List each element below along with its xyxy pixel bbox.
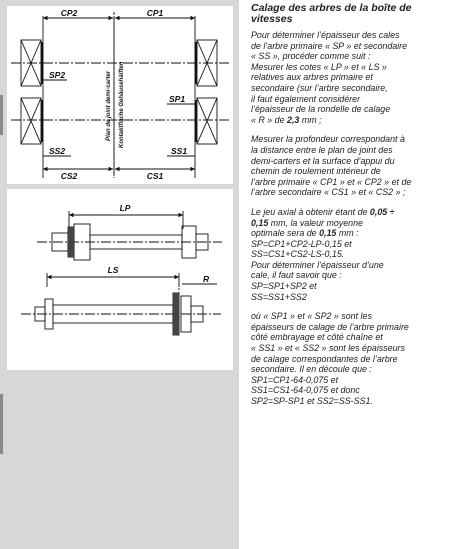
paragraph-3: [251, 207, 446, 302]
text-line: « SS », procéder comme suit :: [251, 51, 371, 62]
label-cp1: CP1: [146, 8, 164, 18]
gasket-plane-label-de: Kontaktfläche Gehäusehälften: [119, 61, 125, 148]
text-line: SP=SP1+SP2 et: [251, 281, 317, 292]
text-line: l’épaisseur de la rondelle de calage: [251, 104, 391, 115]
value-bold: 0,15: [319, 228, 337, 239]
text-run: Le jeu axial à obtenir étant de: [251, 206, 370, 217]
text-line: la distance entre le plan de joint des: [251, 144, 393, 155]
text-line: SP=CP1+CP2-LP-0,15 et: [251, 238, 352, 249]
text-line: il faut également considérer: [251, 93, 361, 104]
text-run: « R » de: [251, 114, 288, 125]
text-line: « SS1 » et « SS2 » sont les épaisseurs: [251, 343, 405, 354]
text-line: de calage correspondantes de l’arbre: [251, 353, 398, 364]
value-bold: 0,05 ÷: [369, 206, 395, 217]
paragraph-4: [251, 311, 446, 406]
text-line: Pour déterminer l’épaisseur des cales: [251, 30, 400, 40]
text-run: mm :: [336, 228, 359, 239]
text-run: mm ;: [299, 114, 322, 125]
text-line: où « SP1 » et « SP2 » sont les: [251, 311, 372, 322]
gasket-plane-label-fr: Plan de joint demi-carter: [106, 70, 112, 141]
margin-mark: [0, 95, 3, 135]
label-ss2: SS2: [49, 146, 66, 156]
text-line: l’arbre secondaire « CS1 » et « CS2 » ;: [251, 187, 406, 198]
text-line: SP1=CP1-64-0,075 et: [251, 374, 339, 385]
text-line: Pour déterminer l’épaisseur d’une: [251, 259, 384, 270]
text-line: demi-carters et la surface d’appui du: [251, 155, 395, 166]
text-line: chemin de roulement intérieur de: [251, 166, 381, 177]
text-line: [251, 115, 446, 126]
text-line: secondaire (sur l’arbre secondaire,: [251, 82, 388, 93]
text-run: mm, la valeur moyenne: [268, 217, 363, 228]
value-bold: 2,3: [287, 114, 300, 125]
label-lp: LP: [119, 203, 131, 213]
label-cp2: CP2: [60, 8, 78, 18]
text-line: [251, 218, 446, 229]
paragraph-1: [251, 30, 446, 125]
text-line: l’arbre primaire « CP1 » et « CP2 » et de: [251, 176, 412, 187]
label-sp2: SP2: [49, 70, 66, 80]
text-line: épaisseurs de calage de l’arbre primaire: [251, 321, 409, 332]
label-ss1: SS1: [171, 146, 188, 156]
margin-mark: [0, 394, 3, 454]
text-line: Mesurer les cotes « LP » et « LS »: [251, 61, 387, 72]
page-title: Calage des arbres de la boîte de vitesses: [251, 2, 412, 25]
text-line: secondaire. Il en découle que :: [251, 364, 372, 375]
text-line: SS=CS1+CS2-LS-0,15.: [251, 249, 345, 260]
label-ls: LS: [107, 265, 119, 275]
text-run: optimale sera de: [251, 228, 320, 239]
instructions-column: [251, 3, 446, 416]
text-line: relatives aux arbres primaire et: [251, 72, 373, 83]
text-line: [251, 207, 446, 218]
label-sp1: SP1: [169, 94, 186, 104]
paragraph-2: [251, 134, 446, 198]
text-line: SS1=CS1-64-0,075 et donc: [251, 385, 360, 396]
text-line: Mesurer la profondeur correspondant à: [251, 134, 405, 145]
text-line: SP2=SP-SP1 et SS2=SS-SS1.: [251, 396, 373, 406]
label-cs2: CS2: [60, 171, 78, 181]
value-bold: 0,15: [251, 217, 269, 228]
text-line: de l’arbre primaire « SP » et secondaire: [251, 40, 408, 51]
text-line: SS=SS1+SS2: [251, 291, 307, 302]
label-cs1: CS1: [146, 171, 164, 181]
shimming-diagram: [7, 6, 233, 184]
text-line: cale, il faut savoir que :: [251, 270, 342, 281]
shaft-measurement-diagram: [7, 189, 233, 370]
label-r: R: [203, 274, 210, 284]
text-line: côté embrayage et côté chaîne et: [251, 332, 383, 343]
text-line: [251, 228, 446, 239]
